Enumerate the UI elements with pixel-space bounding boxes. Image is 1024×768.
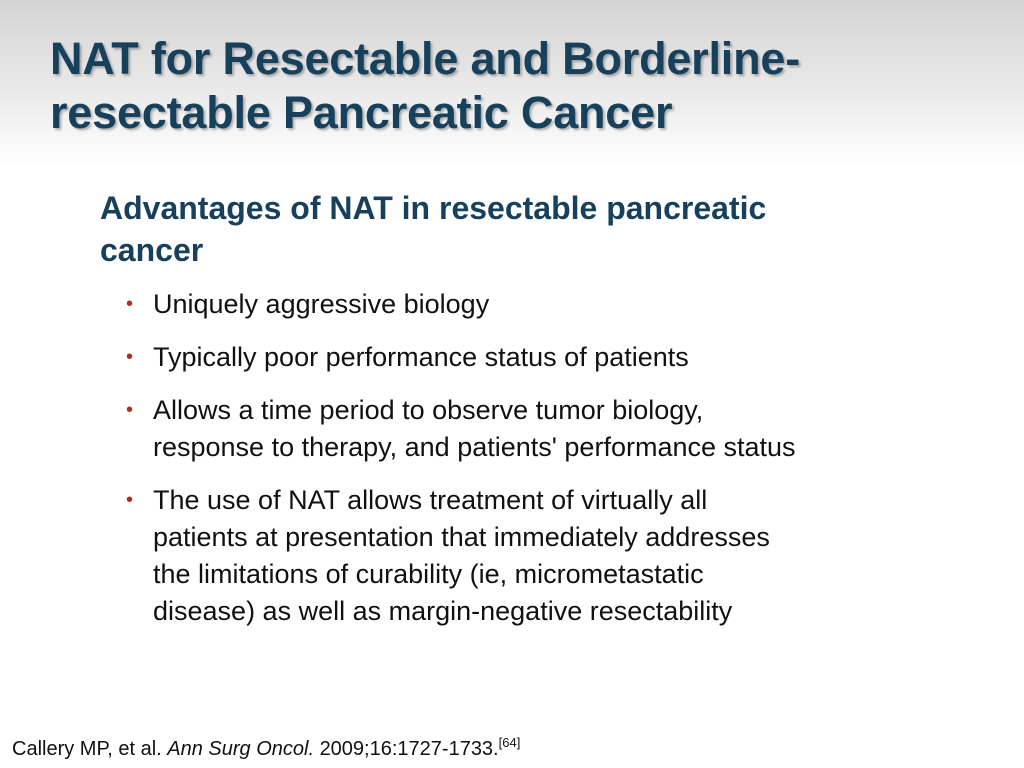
- bullet-item: [126, 392, 926, 466]
- bullet-marker-icon: •: [126, 293, 134, 315]
- subheading-line-2: cancer: [100, 232, 204, 268]
- slide-title-line-1: NAT for Resectable and Borderline-: [50, 33, 801, 84]
- bullet-item: [126, 286, 926, 323]
- bullet-marker-icon: •: [126, 399, 134, 421]
- citation-footer: [12, 736, 520, 762]
- bullet-text-line: response to therapy, and patients' performance status: [153, 432, 796, 462]
- bullet-text-line: Uniquely aggressive biology: [153, 289, 490, 319]
- bullet-item: [126, 482, 926, 630]
- bullet-text-line: Allows a time period to observe tumor biology,: [153, 395, 704, 425]
- citation-reference-number: [64]: [498, 735, 521, 750]
- citation-journal: Ann Surg Oncol.: [167, 738, 314, 760]
- slide-title-line-2: resectable Pancreatic Cancer: [50, 87, 673, 138]
- bullet-marker-icon: •: [126, 346, 134, 368]
- subheading-line-1: Advantages of NAT in resectable pancreatic: [100, 190, 767, 226]
- bullet-marker-icon: •: [126, 489, 134, 511]
- bullet-text-line: patients at presentation that immediately addresses: [153, 522, 770, 552]
- bullet-text-line: disease) as well as margin-negative resectability: [153, 596, 733, 626]
- bullet-text-line: The use of NAT allows treatment of virtually all: [153, 485, 708, 515]
- bullet-item: [126, 339, 926, 376]
- bullet-list: [126, 286, 926, 646]
- bullet-text-line: Typically poor performance status of patients: [153, 342, 689, 372]
- bullet-text-line: the limitations of curability (ie, micrometastatic: [153, 559, 704, 589]
- citation-authors: Callery MP, et al.: [12, 738, 162, 760]
- slide-title: [50, 32, 990, 140]
- section-subheading: [100, 187, 920, 271]
- citation-details: 2009;16:1727-1733.: [319, 738, 499, 760]
